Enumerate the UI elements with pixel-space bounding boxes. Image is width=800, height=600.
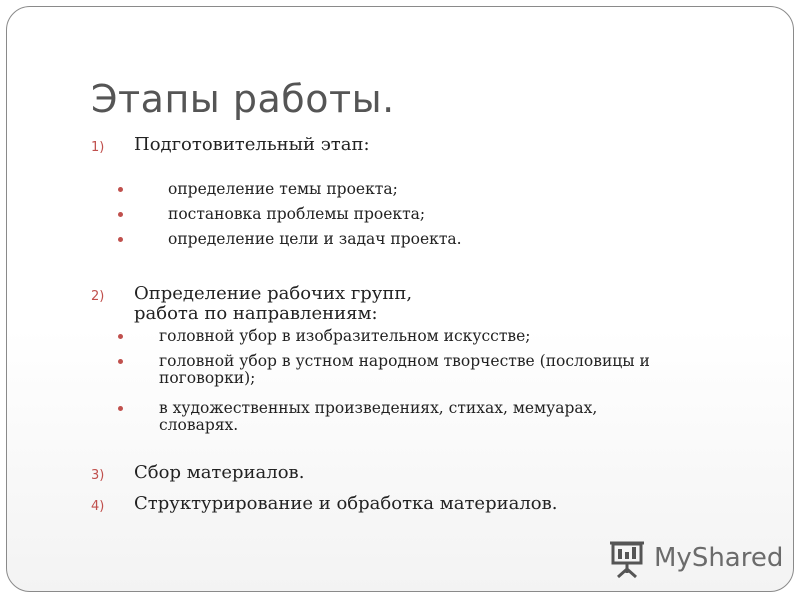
slide-title: Этапы работы. <box>91 77 395 121</box>
list-number-4: 4) <box>91 499 105 514</box>
list-number-1: 1) <box>91 140 105 155</box>
bullet-icon <box>118 212 123 217</box>
presentation-board-icon <box>610 539 646 579</box>
list-item-4-text: Структурирование и обработка материалов. <box>134 493 558 514</box>
sub-item-2-2-line-2: поговорки); <box>159 369 256 387</box>
list-number-2: 2) <box>91 289 105 304</box>
bullet-icon <box>118 334 123 339</box>
slide <box>6 6 794 592</box>
sub-item-1-3: определение цели и задач проекта. <box>168 230 462 248</box>
sub-item-2-3-line-1: в художественных произведениях, стихах, мемуарах, <box>159 399 598 417</box>
sub-item-1-1: определение темы проекта; <box>168 180 398 198</box>
sub-item-2-2-line-1: головной убор в устном народном творчестве (пословицы и <box>159 352 650 370</box>
myshared-logo <box>610 539 784 579</box>
slide-content <box>7 7 793 591</box>
sub-item-2-3-line-2: словарях. <box>159 416 239 434</box>
sub-item-1-2: постановка проблемы проекта; <box>168 205 426 223</box>
list-number-3: 3) <box>91 468 105 483</box>
list-item-2-line-1: Определение рабочих групп, <box>134 283 413 304</box>
bullet-icon <box>118 359 123 364</box>
sub-item-2-1: головной убор в изобразительном искусстве; <box>159 327 531 345</box>
list-item-2-line-2: работа по направлениям: <box>134 303 378 324</box>
list-item-1-text: Подготовительный этап: <box>134 134 370 155</box>
bullet-icon <box>118 237 123 242</box>
bullet-icon <box>118 406 123 411</box>
list-item-3-text: Сбор материалов. <box>134 462 305 483</box>
logo-text: MyShared <box>654 543 784 573</box>
bullet-icon <box>118 187 123 192</box>
